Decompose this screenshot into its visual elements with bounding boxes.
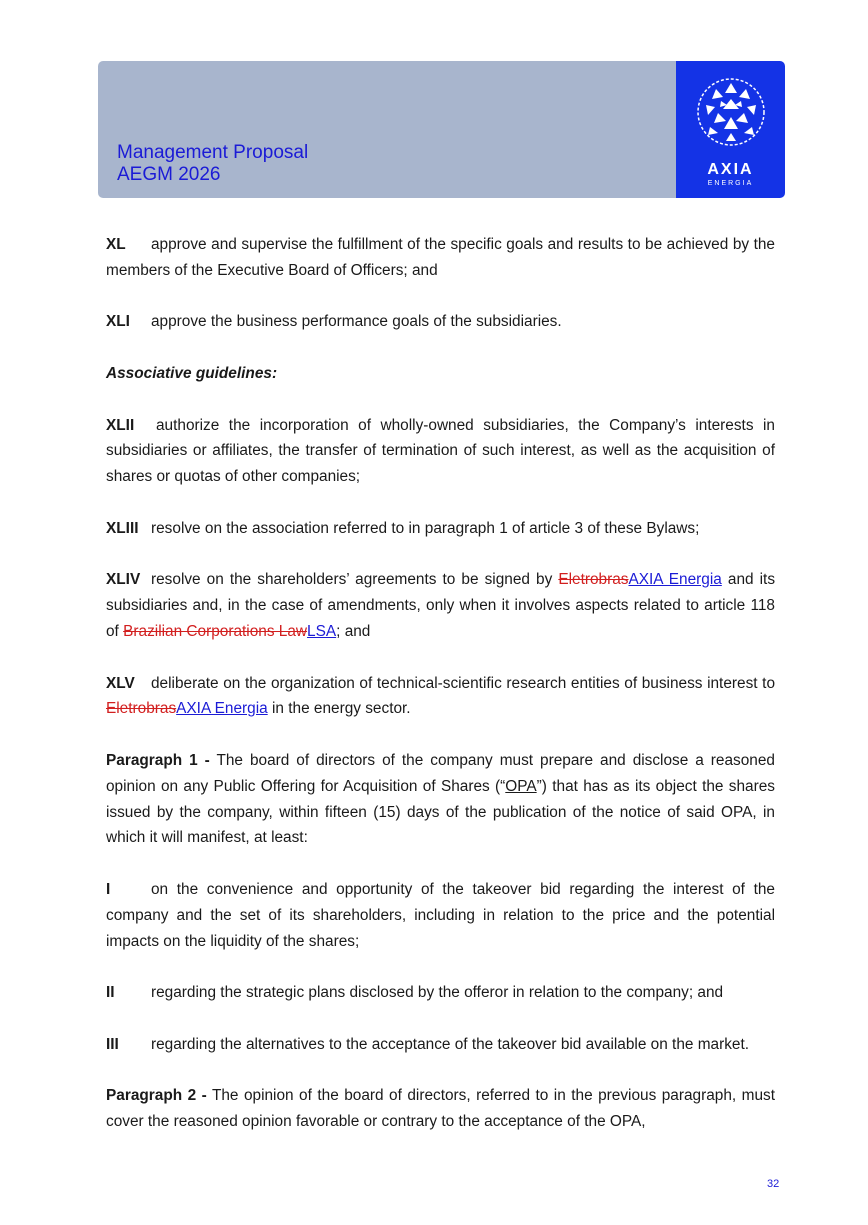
item-text: approve and supervise the fulfillment of the specific goals and results to be achieved by the members of the Executive Board of Officers; and [106,236,775,279]
paragraph-text: ”) that has as its object the shares issued by the company, within fifteen (15) days of the publication of the notice of said OPA, in which it will manifest, at least: [106,777,775,847]
item-xl [106,232,775,284]
item-number: XLII [106,416,135,434]
document-header [98,61,676,198]
globe-icon [696,77,766,147]
page-number: 32 [767,1178,780,1190]
item-text: regarding the strategic plans disclosed by the offeror in relation to the company; and [151,984,724,1002]
logo-wordmark: AXIA [707,161,754,178]
paragraph-text: The opinion of the board of directors, referred to in the previous paragraph, must cover the reasoned opinion favorable or contrary to the acceptance of the OPA, [106,1087,776,1131]
item-text: deliberate on the organization of technical-scientific research entities of business interest to [151,674,775,692]
item-text: approve the business performance goals of the subsidiaries. [151,313,562,331]
axia-logo [676,61,785,198]
item-number: II [106,984,115,1002]
opa-abbreviation: OPA [505,777,537,795]
item-xli [106,309,775,335]
item-text: and its subsidiaries and, in the case of amendments, only when it involves aspects related to article 118 of [106,571,776,640]
item-iii [106,1032,775,1058]
item-number: XLI [106,313,130,331]
header-title: Management Proposal [117,142,309,163]
item-number: XL [106,236,126,253]
inserted-text: AXIA Energia [628,571,722,589]
paragraph-label: Paragraph 2 - [106,1087,207,1105]
inserted-text: AXIA Energia [176,700,268,718]
item-i [106,877,775,954]
item-number: XLV [106,674,135,692]
item-text: resolve on the association referred to in paragraph 1 of article 3 of these Bylaws; [151,519,700,537]
item-text: authorize the incorporation of wholly-owned subsidiaries, the Company’s interests in subsidiaries or affiliates, the transfer of termination of such interest, as well as the acquisition of shares or quotas of other companies; [106,416,775,486]
section-heading [106,361,775,387]
item-text: resolve on the shareholders’ agreements to be signed by [151,571,559,589]
item-xliv [106,567,775,644]
item-xliii [106,516,775,542]
document-body [106,232,775,1161]
deleted-text: Brazilian Corporations Law [123,622,308,640]
associative-guidelines-heading: Associative guidelines: [106,364,278,382]
item-text: regarding the alternatives to the acceptance of the takeover bid available on the market. [151,1035,750,1053]
paragraph-text: The board of directors of the company must prepare and disclose a reasoned opinion on any Public Offering for Acquisition of Shares (“ [106,751,775,795]
paragraph-label: Paragraph 1 - [106,751,210,769]
item-xlii [106,413,775,490]
item-xlv [106,671,775,723]
item-text: in the energy sector. [267,700,411,718]
item-number: III [106,1035,119,1053]
item-number: I [106,880,111,898]
deleted-text: Eletrobras [106,700,177,718]
paragraph-1 [106,748,775,851]
deleted-text: Eletrobras [558,571,629,589]
item-text: ; and [336,622,371,640]
item-number: XLIII [106,519,139,537]
inserted-text: LSA [307,622,337,640]
item-number: XLIV [106,571,141,589]
paragraph-2 [106,1083,775,1135]
header-subtitle: AEGM 2026 [117,164,221,185]
item-ii [106,980,775,1006]
logo-subtitle: ENERGIA [707,180,754,187]
item-text: on the convenience and opportunity of the takeover bid regarding the interest of the company and the set of its shareholders, including in relation to the price and the potential impacts on the liquidity of the shares; [106,880,775,950]
